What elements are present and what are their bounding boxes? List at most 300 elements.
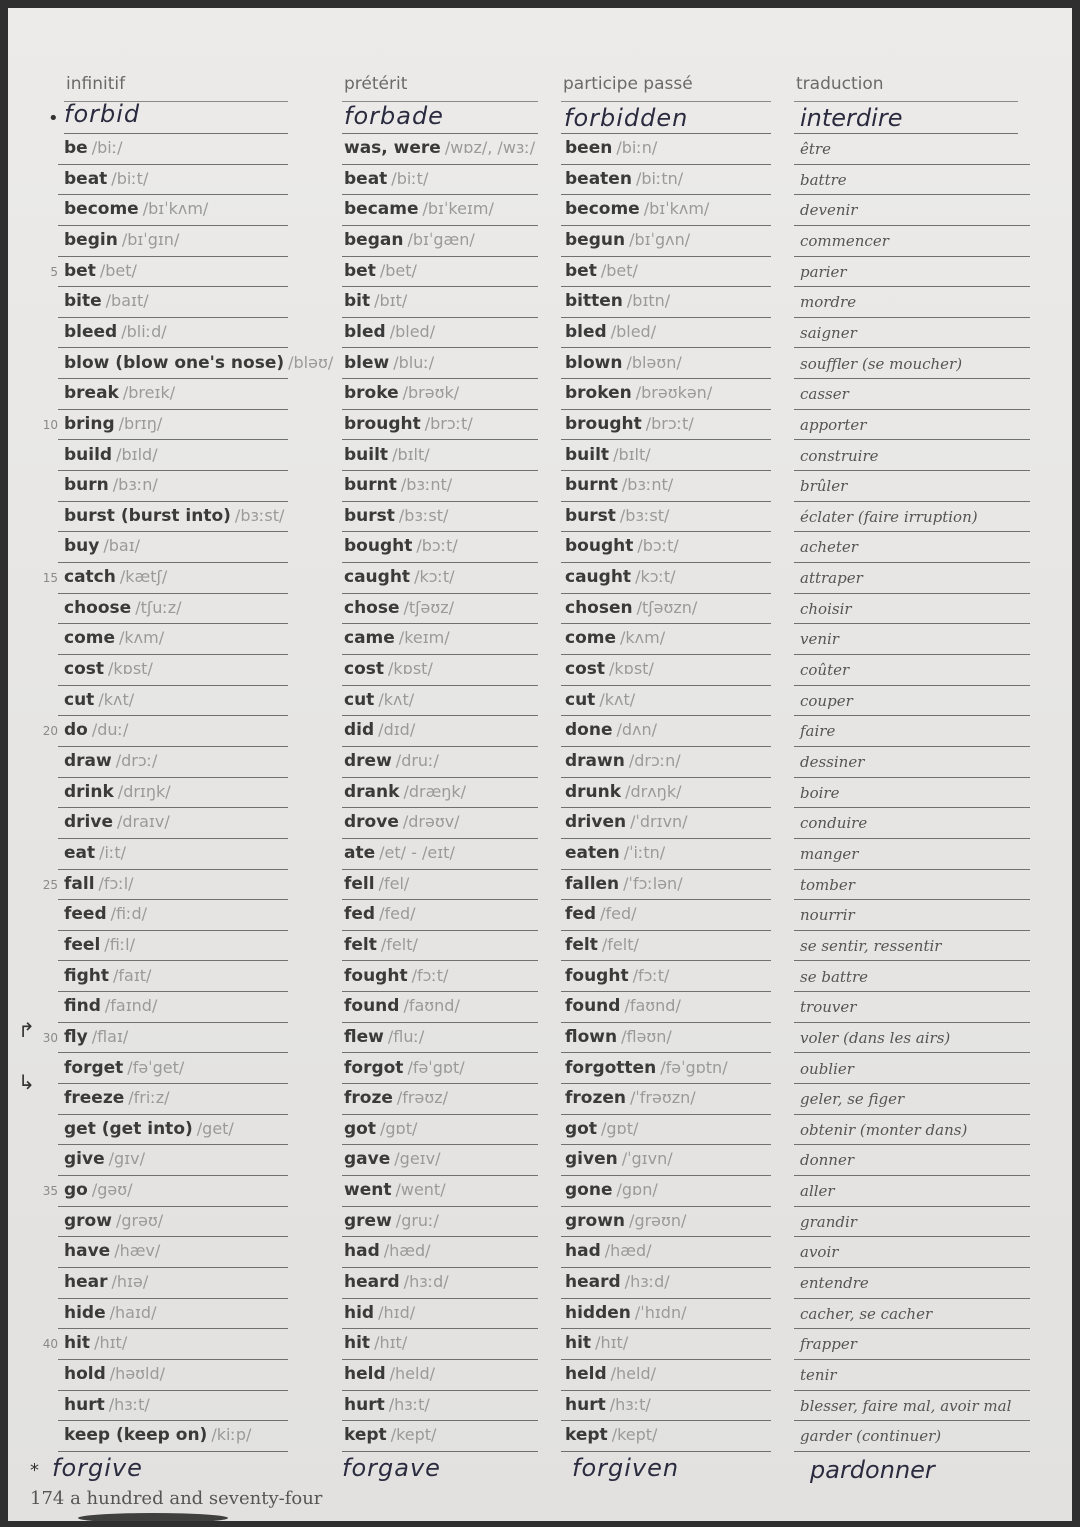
- handwritten-infinitive: forgive: [52, 1454, 143, 1482]
- table-row: [8, 686, 1072, 717]
- preterite-word: cost: [344, 659, 385, 680]
- translation-cell: avoir: [800, 1243, 839, 1262]
- table-row: [8, 992, 1072, 1023]
- preterite-word: found: [344, 996, 400, 1017]
- past-participle-cell: [565, 1364, 656, 1384]
- infinitive-word: bring: [64, 413, 115, 434]
- header-preterite: prétérit: [344, 74, 408, 94]
- preterite-cell: [344, 1119, 417, 1139]
- infinitive-cell: [64, 935, 135, 955]
- infinitive-phonetic: /kʌt/: [98, 689, 135, 709]
- past-participle-word: bought: [565, 536, 634, 557]
- preterite-phonetic: /fɔːt/: [411, 965, 449, 985]
- infinitive-phonetic: /fəˈget/: [127, 1057, 185, 1077]
- preterite-word: chose: [344, 597, 400, 618]
- infinitive-phonetic: /tʃuːz/: [135, 597, 182, 617]
- preterite-phonetic: /geɪv/: [394, 1149, 441, 1169]
- past-participle-phonetic: /kɒst/: [609, 659, 654, 679]
- preterite-cell: [344, 383, 459, 403]
- line-number: 10: [42, 417, 58, 432]
- preterite-word: built: [344, 444, 389, 465]
- preterite-phonetic: /kʌt/: [378, 689, 415, 709]
- handwritten-preterite: forbade: [344, 102, 444, 130]
- preterite-phonetic: /fed/: [379, 904, 416, 924]
- table-row: [8, 195, 1072, 226]
- infinitive-cell: [64, 751, 157, 771]
- arrow-up-icon: ↱: [18, 1018, 35, 1042]
- bullet-marker: •: [48, 108, 59, 129]
- translation-cell: saigner: [800, 323, 857, 342]
- past-participle-cell: [565, 475, 673, 495]
- past-participle-cell: [565, 1058, 728, 1078]
- infinitive-cell: [64, 812, 170, 832]
- preterite-word: bled: [344, 321, 386, 342]
- translation-cell: aller: [800, 1182, 835, 1201]
- translation-cell: tomber: [800, 875, 855, 894]
- infinitive-cell: [64, 1180, 133, 1200]
- past-participle-cell: [565, 1425, 657, 1445]
- preterite-phonetic: /bɪlt/: [392, 444, 430, 464]
- infinitive-cell: [64, 536, 140, 556]
- page-footer: 174 a hundred and seventy-four: [30, 1488, 323, 1509]
- preterite-cell: [344, 169, 428, 189]
- preterite-cell: [344, 1149, 440, 1169]
- infinitive-phonetic: /baɪt/: [105, 291, 149, 311]
- past-participle-phonetic: /kʌm/: [620, 628, 666, 648]
- past-participle-cell: [565, 628, 665, 648]
- past-participle-word: drawn: [565, 751, 625, 771]
- table-row: [8, 441, 1072, 472]
- table-row: [8, 1360, 1072, 1391]
- header-infinitive: infinitif: [66, 74, 126, 94]
- past-participle-word: grown: [565, 1210, 626, 1231]
- past-participle-cell: [565, 935, 639, 955]
- infinitive-word: hold: [64, 1364, 106, 1384]
- table-row: [8, 1115, 1072, 1146]
- translation-cell: être: [800, 140, 831, 158]
- infinitive-word: begin: [64, 229, 118, 250]
- infinitive-cell: [64, 291, 149, 311]
- table-row: [8, 349, 1072, 380]
- table-row: [8, 962, 1072, 993]
- infinitive-word: burn: [64, 475, 109, 496]
- preterite-word: bet: [344, 260, 376, 281]
- past-participle-cell: [565, 874, 683, 894]
- past-participle-cell: [565, 1241, 652, 1261]
- infinitive-phonetic: /bɪˈgɪn/: [121, 229, 180, 249]
- past-participle-phonetic: /ˈdrɪvn/: [630, 812, 688, 832]
- table-row: [8, 532, 1072, 563]
- table-row: [8, 1299, 1072, 1330]
- past-participle-phonetic: /brɔːt/: [645, 413, 694, 433]
- preterite-phonetic: /held/: [389, 1364, 436, 1383]
- infinitive-word: forget: [64, 1057, 124, 1078]
- past-participle-word: caught: [565, 567, 632, 588]
- table-row: [8, 502, 1072, 533]
- preterite-cell: [344, 720, 415, 740]
- infinitive-word: burst (burst into): [64, 505, 231, 526]
- past-participle-phonetic: /kept/: [611, 1425, 658, 1445]
- table-row: [8, 1207, 1072, 1238]
- translation-cell: donner: [800, 1151, 855, 1170]
- past-participle-phonetic: /dʌn/: [616, 720, 658, 740]
- preterite-word: became: [344, 199, 419, 220]
- infinitive-phonetic: /duː/: [91, 720, 129, 740]
- table-row: [8, 839, 1072, 870]
- table-row: [8, 1391, 1072, 1422]
- infinitive-cell: [64, 874, 134, 894]
- infinitive-cell: [64, 506, 284, 526]
- infinitive-cell: [64, 169, 148, 189]
- infinitive-phonetic: /kiːp/: [211, 1425, 252, 1445]
- infinitive-word: break: [64, 383, 119, 404]
- line-number: 35: [42, 1184, 58, 1199]
- translation-cell: éclater (faire irruption): [800, 507, 978, 526]
- past-participle-phonetic: /ˈfɔːlən/: [623, 873, 683, 893]
- preterite-word: fell: [344, 873, 375, 894]
- past-participle-word: had: [565, 1241, 601, 1262]
- table-row: [8, 134, 1072, 165]
- translation-cell: entendre: [800, 1274, 869, 1293]
- infinitive-word: beat: [64, 168, 108, 189]
- infinitive-phonetic: /hæv/: [114, 1241, 161, 1261]
- preterite-word: drew: [344, 751, 392, 771]
- translation-cell: manger: [800, 844, 859, 863]
- preterite-phonetic: /fluː/: [387, 1026, 425, 1046]
- past-participle-word: bitten: [565, 291, 623, 312]
- asterisk-marker: *: [30, 1460, 39, 1481]
- past-participle-cell: [565, 1395, 651, 1415]
- handwritten-translation: interdire: [800, 104, 903, 132]
- past-participle-cell: [565, 1088, 696, 1108]
- preterite-phonetic: /druː/: [395, 751, 439, 770]
- preterite-word: gave: [344, 1149, 391, 1170]
- infinitive-word: fall: [64, 873, 95, 894]
- translation-cell: se battre: [800, 967, 868, 986]
- preterite-cell: [344, 506, 448, 526]
- infinitive-phonetic: /biː/: [91, 138, 123, 157]
- infinitive-cell: [64, 659, 153, 679]
- preterite-word: caught: [344, 567, 411, 588]
- preterite-word: did: [344, 720, 375, 741]
- past-participle-word: frozen: [565, 1088, 626, 1109]
- line-number: 25: [42, 877, 58, 892]
- infinitive-cell: [64, 996, 157, 1016]
- infinitive-phonetic: /drɔː/: [115, 751, 158, 770]
- table-row: [8, 1329, 1072, 1360]
- past-participle-word: begun: [565, 229, 626, 250]
- preterite-phonetic: /dræŋk/: [403, 781, 467, 801]
- preterite-phonetic: /bɪˈkeɪm/: [422, 199, 494, 219]
- infinitive-word: go: [64, 1180, 88, 1201]
- infinitive-phonetic: /bɪˈkʌm/: [142, 199, 209, 219]
- line-number: 15: [42, 571, 58, 586]
- past-participle-phonetic: /fləʊn/: [621, 1026, 672, 1046]
- past-participle-phonetic: /biːtn/: [635, 168, 684, 188]
- past-participle-phonetic: /ˈiːtn/: [623, 842, 666, 862]
- preterite-cell: [344, 1364, 435, 1384]
- translation-cell: couper: [800, 691, 853, 710]
- preterite-phonetic: /bet/: [379, 260, 417, 280]
- infinitive-phonetic: /biːt/: [111, 168, 149, 188]
- infinitive-cell: [64, 353, 333, 373]
- past-participle-phonetic: /kɔːt/: [635, 567, 676, 587]
- past-participle-word: got: [565, 1118, 597, 1139]
- preterite-word: blew: [344, 352, 390, 373]
- infinitive-cell: [64, 1425, 251, 1445]
- table-header: [8, 74, 1072, 102]
- past-participle-phonetic: /bɪtn/: [626, 291, 671, 311]
- preterite-cell: [344, 230, 475, 250]
- infinitive-cell: [64, 1395, 150, 1415]
- preterite-word: was, were: [344, 138, 441, 158]
- infinitive-word: hit: [64, 1333, 91, 1354]
- infinitive-word: feed: [64, 904, 107, 925]
- preterite-cell: [344, 1088, 448, 1108]
- preterite-cell: [344, 567, 455, 587]
- infinitive-phonetic: /flaɪ/: [91, 1026, 129, 1046]
- past-participle-cell: [565, 1149, 673, 1169]
- infinitive-cell: [64, 445, 158, 465]
- table-row: [8, 1023, 1072, 1054]
- header-translation: traduction: [796, 74, 884, 94]
- past-participle-word: gone: [565, 1180, 613, 1201]
- preterite-phonetic: /kɔːt/: [414, 567, 455, 587]
- past-participle-cell: [565, 966, 669, 986]
- infinitive-cell: [64, 475, 158, 495]
- preterite-phonetic: /et/ - /eɪt/: [379, 842, 455, 862]
- translation-cell: commencer: [800, 231, 889, 250]
- translation-cell: attraper: [800, 569, 863, 588]
- infinitive-word: grow: [64, 1210, 112, 1231]
- past-participle-cell: [565, 690, 635, 710]
- past-participle-phonetic: /tʃəʊzn/: [636, 597, 698, 617]
- preterite-cell: [344, 659, 433, 679]
- past-participle-cell: [565, 199, 709, 219]
- translation-cell: conduire: [800, 814, 868, 833]
- preterite-cell: [344, 1241, 431, 1261]
- past-participle-cell: [565, 1211, 686, 1231]
- preterite-phonetic: /gɒt/: [379, 1118, 418, 1138]
- infinitive-word: catch: [64, 567, 116, 588]
- preterite-word: brought: [344, 413, 421, 434]
- preterite-word: kept: [344, 1425, 387, 1446]
- past-participle-word: become: [565, 199, 640, 220]
- preterite-phonetic: /bɜːnt/: [400, 475, 453, 495]
- preterite-phonetic: /kɒst/: [388, 659, 433, 679]
- past-participle-word: fed: [565, 904, 597, 925]
- preterite-cell: [344, 1058, 465, 1078]
- infinitive-cell: [64, 383, 175, 403]
- translation-cell: battre: [800, 170, 847, 189]
- infinitive-phonetic: /iːt/: [99, 842, 127, 862]
- preterite-cell: [344, 414, 473, 434]
- past-participle-phonetic: /ˈfrəʊzn/: [630, 1088, 696, 1108]
- preterite-word: grew: [344, 1210, 392, 1231]
- preterite-cell: [344, 628, 450, 648]
- preterite-word: got: [344, 1118, 376, 1139]
- infinitive-phonetic: /gɪv/: [108, 1149, 145, 1169]
- translation-cell: trouver: [800, 998, 857, 1017]
- past-participle-phonetic: /bɔːt/: [637, 536, 679, 556]
- past-participle-word: been: [565, 138, 613, 158]
- translation-cell: construire: [800, 446, 879, 465]
- table-row: [8, 165, 1072, 196]
- preterite-word: cut: [344, 689, 375, 710]
- handwritten-translation: pardonner: [810, 1456, 935, 1484]
- preterite-phonetic: /tʃəʊz/: [403, 597, 455, 617]
- preterite-phonetic: /fəˈgɒt/: [407, 1057, 465, 1077]
- past-participle-word: come: [565, 628, 616, 649]
- infinitive-word: buy: [64, 536, 100, 557]
- infinitive-phonetic: /bɜːst/: [234, 505, 285, 525]
- line-number: 5: [50, 264, 58, 279]
- translation-cell: tenir: [800, 1366, 837, 1384]
- infinitive-phonetic: /fɔːl/: [98, 873, 134, 893]
- translation-cell: se sentir, ressentir: [800, 936, 942, 955]
- past-participle-word: hit: [565, 1333, 592, 1354]
- preterite-word: burnt: [344, 475, 397, 496]
- preterite-cell: [344, 966, 448, 986]
- past-participle-phonetic: /gɒt/: [600, 1118, 639, 1138]
- handwritten-preterite: forgave: [342, 1454, 441, 1482]
- infinitive-cell: [64, 1241, 160, 1261]
- infinitive-word: have: [64, 1241, 111, 1262]
- translation-cell: boire: [800, 783, 840, 802]
- infinitive-word: hurt: [64, 1394, 105, 1415]
- preterite-cell: [344, 1425, 436, 1445]
- past-participle-cell: [565, 506, 669, 526]
- line-number: 40: [42, 1337, 58, 1352]
- preterite-word: bit: [344, 291, 371, 312]
- translation-cell: acheter: [800, 538, 858, 557]
- infinitive-phonetic: /fiːl/: [104, 934, 135, 954]
- past-participle-phonetic: /hæd/: [604, 1241, 652, 1261]
- past-participle-phonetic: /bɜːnt/: [621, 475, 674, 495]
- past-participle-word: broken: [565, 383, 632, 404]
- past-participle-cell: [565, 659, 654, 679]
- translation-cell: grandir: [800, 1212, 857, 1231]
- translation-cell: garder (continuer): [800, 1427, 942, 1446]
- past-participle-cell: [565, 1303, 686, 1323]
- handwritten-row-forgive: [8, 1452, 1072, 1488]
- translation-cell: souffler (se moucher): [800, 354, 963, 373]
- preterite-phonetic: /bɪˈgæn/: [407, 229, 475, 249]
- preterite-cell: [344, 904, 416, 924]
- past-participle-phonetic: /brəʊkən/: [635, 383, 713, 403]
- preterite-word: burst: [344, 505, 395, 526]
- infinitive-phonetic: /gəʊ/: [91, 1180, 133, 1200]
- preterite-cell: [344, 1272, 449, 1292]
- past-participle-word: beaten: [565, 168, 632, 189]
- infinitive-word: become: [64, 199, 139, 220]
- past-participle-word: heard: [565, 1272, 621, 1293]
- infinitive-word: fly: [64, 1026, 88, 1047]
- table-row: [8, 1268, 1072, 1299]
- preterite-phonetic: /felt/: [380, 934, 418, 954]
- preterite-cell: [344, 536, 458, 556]
- infinitive-word: hear: [64, 1272, 108, 1293]
- infinitive-word: keep (keep on): [64, 1425, 208, 1446]
- past-participle-phonetic: /bləʊn/: [626, 352, 682, 372]
- table-row: [8, 471, 1072, 502]
- preterite-phonetic: /went/: [395, 1180, 446, 1200]
- preterite-cell: [344, 1333, 407, 1353]
- preterite-cell: [344, 598, 454, 618]
- translation-cell: faire: [800, 722, 836, 741]
- past-participle-phonetic: /ˈgɪvn/: [621, 1149, 673, 1169]
- past-participle-phonetic: /hɜːd/: [624, 1272, 670, 1292]
- past-participle-cell: [565, 751, 681, 771]
- preterite-phonetic: /hɜːd/: [403, 1272, 449, 1292]
- preterite-phonetic: /brɔːt/: [424, 413, 473, 433]
- past-participle-word: held: [565, 1364, 607, 1384]
- preterite-word: broke: [344, 383, 399, 404]
- past-participle-phonetic: /bɪˈgʌn/: [629, 229, 691, 249]
- table-row: [8, 900, 1072, 931]
- past-participle-cell: [565, 230, 690, 250]
- past-participle-phonetic: /drɔːn/: [628, 751, 681, 770]
- translation-cell: devenir: [800, 201, 858, 220]
- preterite-cell: [344, 690, 414, 710]
- preterite-cell: [344, 751, 439, 771]
- preterite-phonetic: /bɜːst/: [398, 505, 449, 525]
- infinitive-phonetic: /bɪld/: [116, 444, 158, 464]
- past-participle-word: felt: [565, 934, 598, 955]
- past-participle-word: brought: [565, 413, 642, 434]
- infinitive-phonetic: /bɜːn/: [112, 475, 158, 495]
- past-participle-cell: [565, 598, 697, 618]
- infinitive-phonetic: /kætʃ/: [119, 567, 168, 587]
- past-participle-word: bled: [565, 321, 607, 342]
- infinitive-word: bleed: [64, 321, 118, 342]
- infinitive-phonetic: /friːz/: [128, 1088, 170, 1108]
- header-past-participle: participe passé: [563, 74, 693, 94]
- preterite-phonetic: /hɪt/: [374, 1333, 408, 1353]
- past-participle-word: built: [565, 444, 610, 465]
- translation-cell: choisir: [800, 599, 852, 618]
- table-row: [8, 1421, 1072, 1452]
- infinitive-phonetic: /breɪk/: [122, 383, 176, 403]
- past-participle-phonetic: /biːn/: [616, 138, 658, 157]
- translation-cell: geler, se figer: [800, 1090, 905, 1109]
- translation-cell: frapper: [800, 1335, 857, 1354]
- past-participle-word: fallen: [565, 873, 620, 894]
- infinitive-phonetic: /bliːd/: [121, 321, 167, 341]
- infinitive-cell: [64, 138, 122, 158]
- preterite-cell: [344, 445, 430, 465]
- table-row: [8, 778, 1072, 809]
- preterite-cell: [344, 812, 460, 832]
- table-row: [8, 1084, 1072, 1115]
- preterite-cell: [344, 996, 460, 1016]
- past-participle-cell: [565, 996, 681, 1016]
- preterite-phonetic: /bɔːt/: [416, 536, 458, 556]
- past-participle-word: kept: [565, 1425, 608, 1446]
- past-participle-word: chosen: [565, 597, 633, 618]
- preterite-cell: [344, 261, 417, 281]
- preterite-word: held: [344, 1364, 386, 1384]
- past-participle-phonetic: /fəˈgɒtn/: [660, 1057, 728, 1077]
- past-participle-phonetic: /bet/: [600, 260, 638, 280]
- infinitive-cell: [64, 1119, 234, 1139]
- translation-cell: nourrir: [800, 906, 855, 925]
- preterite-cell: [344, 138, 535, 158]
- past-participle-cell: [565, 536, 679, 556]
- infinitive-word: blow (blow one's nose): [64, 352, 285, 373]
- infinitive-cell: [64, 782, 171, 802]
- translation-cell: oublier: [800, 1059, 854, 1078]
